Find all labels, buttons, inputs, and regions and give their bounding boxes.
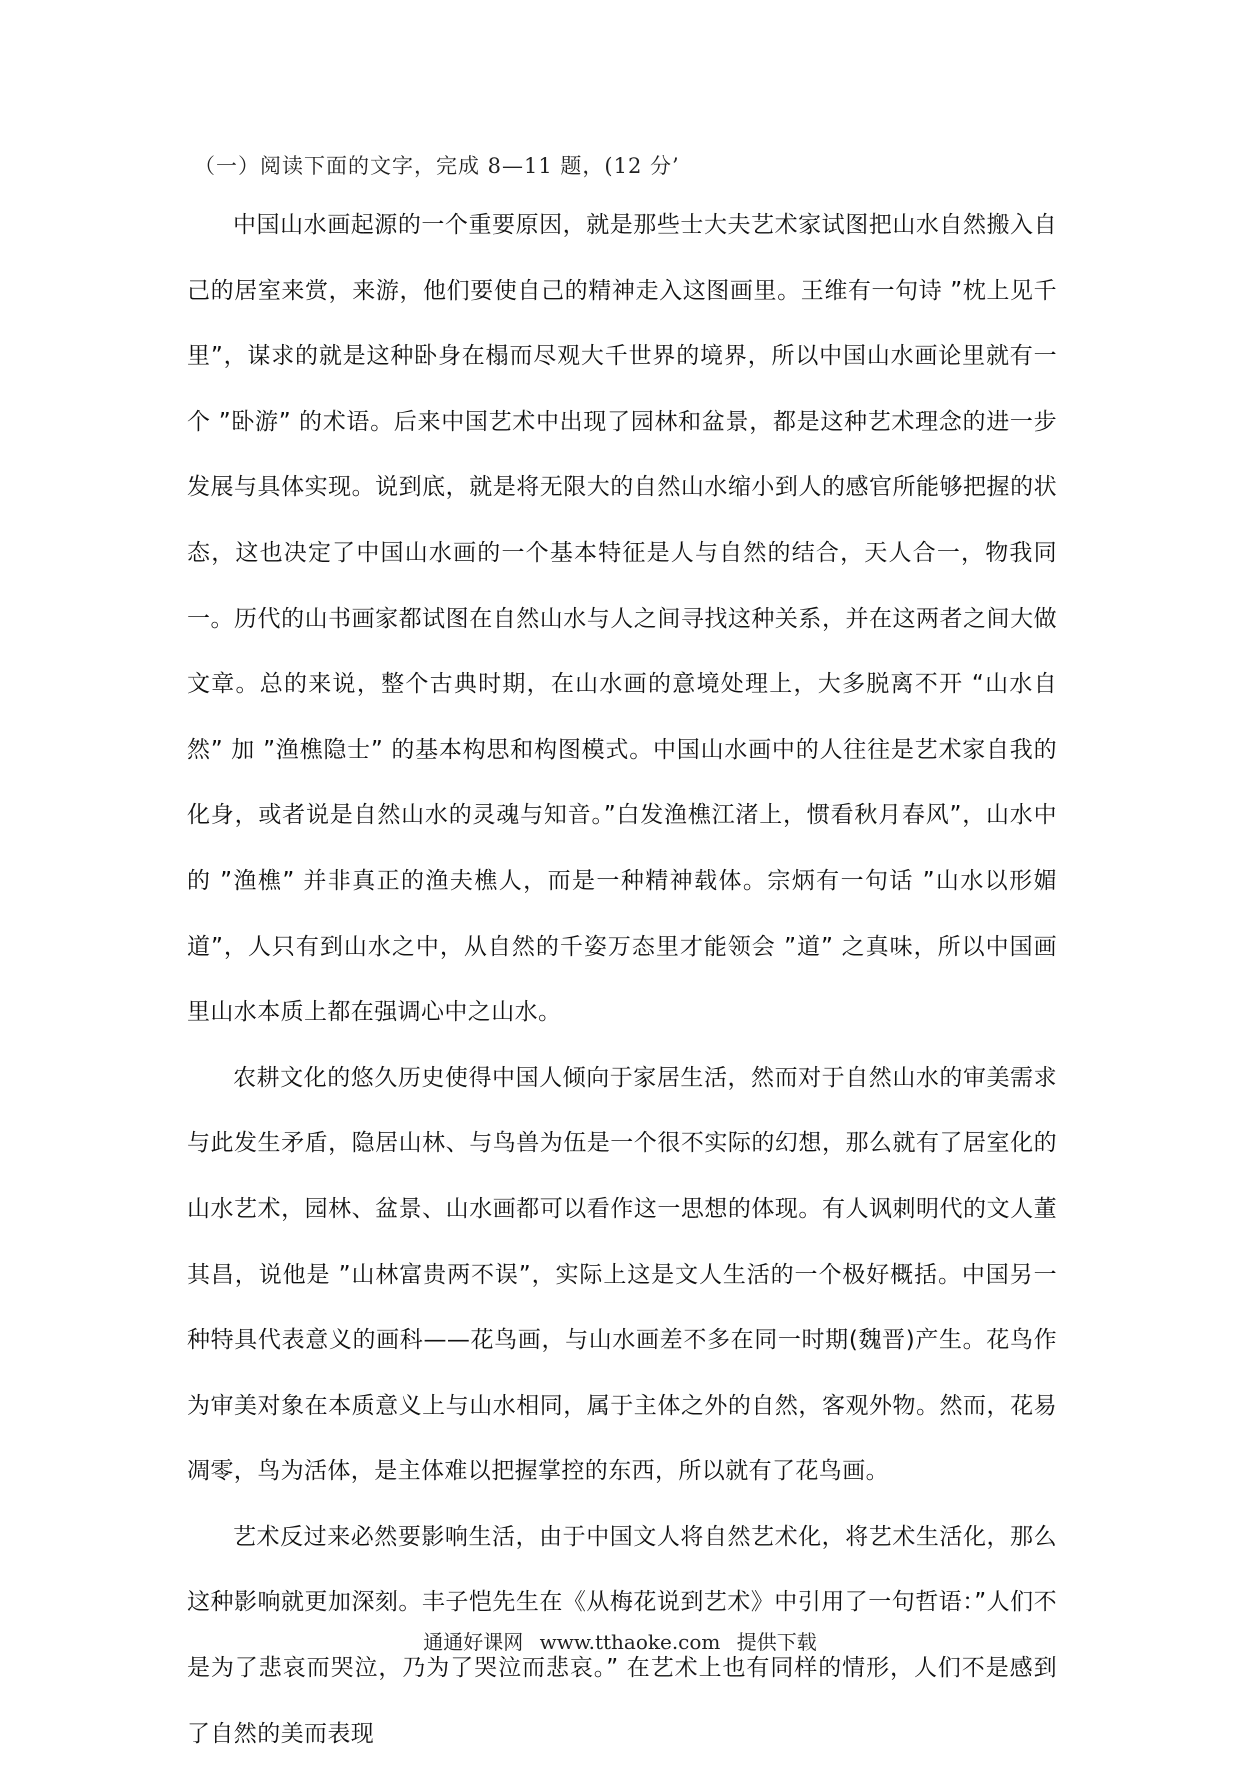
question-heading: （一）阅读下面的文字，完成 8—11 题，(12 分’: [194, 154, 680, 178]
reading-passage: [187, 193, 1057, 1767]
footer-note: 提供下载: [736, 1630, 817, 1654]
footer-url[interactable]: www.tthaoke.com: [539, 1630, 721, 1654]
paragraph: 中国山水画起源的一个重要原因，就是那些士大夫艺术家试图把山水自然搬入自己的居室来赏，来游，他们要使自己的精神走入这图画里。王维有一句诗 ”枕上见千里”，谋求的就是这种卧身在榻而尽观大千世界的境界，所以中国山水画论里就有一个 ”卧游” 的术语。后来中国艺术中出现了园林和盆景，都是这种艺术理念的进一步发展与具体实现。说到底，就是将无限大的自然山水缩小到人的感官所能够把握的状态，这也决定了中国山水画的一个基本特征是人与自然的结合，天人合一，物我同一。历代的山书画家都试图在自然山水与人之间寻找这种关系，并在这两者之间大做文章。总的来说，整个古典时期，在山水画的意境处理上，大多脱离不开 “山水自然” 加 ”渔樵隐士” 的基本构思和构图模式。中国山水画中的人往往是艺术家自我的化身，或者说是自然山水的灵魂与知音。”白发渔樵江渚上，惯看秋月春风”，山水中的 ”渔樵” 并非真正的渔夫樵人，而是一种精神载体。宗炳有一句话 ”山水以形媚道”，人只有到山水之中，从自然的千姿万态里才能领会 ”道” 之真味，所以中国画里山水本质上都在强调心中之山水。: [187, 212, 1057, 1026]
footer-site-name: 通通好课网: [423, 1630, 524, 1654]
paragraph: 艺术反过来必然要影响生活，由于中国文人将自然艺术化，将艺术生活化，那么这种影响就更加深刻。丰子恺先生在《从梅花说到艺术》中引用了一句哲语：”人们不是为了悲哀而哭泣，乃为了哭泣而悲哀。” 在艺术上也有同样的情形，人们不是感到了自然的美而表现: [187, 1523, 1057, 1747]
paragraph: 农耕文化的悠久历史使得中国人倾向于家居生活，然而对于自然山水的审美需求与此发生矛盾，隐居山林、与鸟兽为伍是一个很不实际的幻想，那么就有了居室化的山水艺术，园林、盆景、山水画都可以看作这一思想的体现。有人讽刺明代的文人董其昌，说他是 ”山林富贵两不误”，实际上这是文人生活的一个极好概括。中国另一种特具代表意义的画科——花鸟画，与山水画差不多在同一时期(魏晋)产生。花鸟作为审美对象在本质意义上与山水相同，属于主体之外的自然，客观外物。然而，花易凋零，鸟为活体，是主体难以把握掌控的东西，所以就有了花鸟画。: [187, 1064, 1057, 1485]
page-footer: [0, 1627, 1240, 1657]
